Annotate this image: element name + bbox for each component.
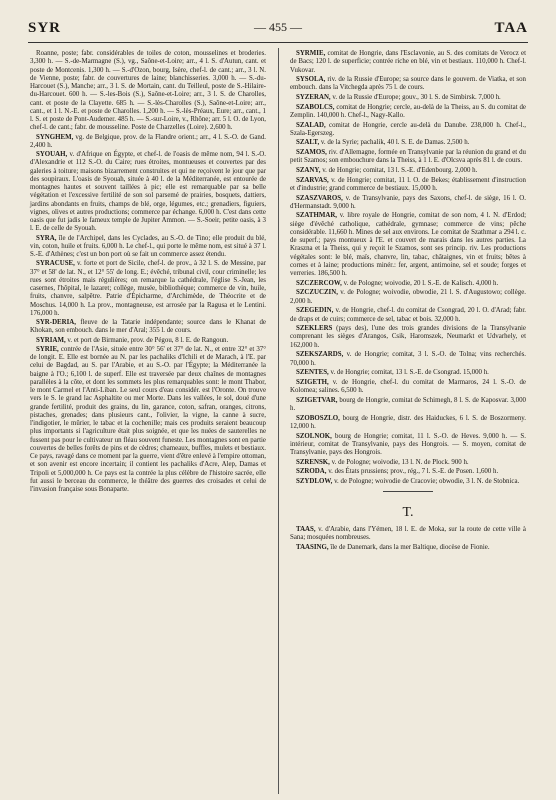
dictionary-entry bbox=[290, 544, 526, 552]
entry-headword: SZALT, bbox=[296, 139, 320, 147]
dictionary-entry bbox=[290, 149, 526, 166]
entry-headword: SZIGETH, bbox=[296, 378, 329, 386]
entry-text: v. et port de Birmanie, prov. de Pégou, 8 l. E. de Rangoun. bbox=[67, 336, 229, 344]
entry-text: v. de Pologne; woivodie, obwodie, 21 l. S. d'Augustowo; collège. 2,000 h. bbox=[290, 289, 526, 305]
entry-headword: SZCZUCZIN, bbox=[296, 289, 338, 297]
entry-text: v. des États prussiens; prov., rég., 7 l. S.-E. de Posen. 1,600 h. bbox=[328, 468, 499, 476]
dictionary-entry bbox=[290, 50, 526, 75]
dictionary-entry bbox=[290, 468, 526, 476]
entry-headword: SZALAD, bbox=[296, 121, 326, 129]
dictionary-entry bbox=[290, 94, 526, 102]
entry-text: v. de Transylvanie, pays des Saxons, chef-l. de siège, 16 l. O. d'Hermanstadt. 9,000 h. bbox=[290, 194, 526, 210]
dictionary-entry bbox=[290, 280, 526, 288]
dictionary-entry bbox=[290, 351, 526, 368]
dictionary-entry bbox=[290, 177, 526, 194]
entry-text: v. forte et port de Sicile, chef-l. de prov., à 32 l. S. de Messine, par 37° et 58' de lat. N., et 12° 55' de long. E.; évêché, tribunal civil, cour criminelle; les rues sont étroites mais régulières; on remarque la cathédrale, l'église S.-Jean, les casernes, l'hôpital, le lazaret; collège, musée, bibliothèque; commerce de vin, huile, fruits, chanvre, salpêtre. Patrie d'Épicharme, d'Archimède, de Théocrite et de Moschus. 14,000 h. La prov., montagneuse, est arrosée par la Ragusa et le Lentini. 176,000 h. bbox=[30, 260, 266, 317]
entry-text: île de Danemark, dans la mer Baltique, diocèse de Fionie. bbox=[330, 544, 490, 552]
dictionary-entry bbox=[30, 346, 266, 495]
dictionary-entry bbox=[290, 289, 526, 306]
dictionary-entry bbox=[30, 134, 266, 151]
entry-headword: SZAMOS, bbox=[296, 149, 327, 157]
entry-headword: SZABOLCS, bbox=[296, 103, 335, 111]
entry-text: riv. de la Russie d'Europe; sa source dans le gouvern. de Viatka, et son embouch. dans la Vitchegda après 75 l. de cours. bbox=[290, 76, 526, 92]
dictionary-entry bbox=[290, 415, 526, 432]
section-rule bbox=[383, 491, 433, 492]
entry-text: v. d'Afrique en Égypte, et chef-l. de l'oasis de même nom, 94 l. S.-O. d'Alexandrie et 112 S.-O. du Caire; rues étroites, montueuses et couvertes par des galeries à toiture; maisons bizarrement construites et qui ne reçoivent le jour que par des soupiraux. L'oasis de Syouah, située à 40 l. de la Méditerranée, est entourée de montagnes hautes et souvent taillées à pic; elle est remarquable par sa belle végétation et l'excessive fertilité de son sol parsemé de prairies, bosquets, dattiers, jardins abondants en fruits, champs de blé, orge, légumes, etc.; grenadiers, figuiers, vignes, olives et autres productions; commerce par échange. 6,000 h. C'est dans cette oasis que fut jadis le fameux temple de Jupiter Ammon. — S.-Soeir, petite oasis, à 3 l. E. de celle de Syouah. bbox=[30, 151, 266, 233]
dictionary-entry bbox=[290, 459, 526, 467]
entry-headword: TAAS, bbox=[296, 526, 316, 534]
entry-headword: SZEGEDIN, bbox=[296, 307, 334, 315]
entry-headword: SZANY, bbox=[296, 166, 321, 174]
dictionary-entry bbox=[30, 337, 266, 345]
entry-text: comitat de Hongrie, cercle au-delà du Danube. 238,000 h. Chef-l., Szala-Egerszeg. bbox=[290, 121, 526, 137]
header-left-guideword: SYR bbox=[28, 20, 62, 36]
entry-text: contrée de l'Asie, située entre 30° 56' et 37° de lat. N., et entre 32° et 37° de longit. E. Elle est bornée au N. par les pachaliks d'Ichili et de Marach, à l'E. par celui de Bagdad, au S. par l'Arabie, et au S.-O. par l'Égypte; la Méditerranée la baigne à l'O.; 6,100 l. de superf. Elle est traversée par deux chaînes de montagnes parallèles à la côte, et dont les sommets les plus remarquables sont: le mont Thabor, le mont Carmel et l'Anti-Liban. Le seul cours d'eau considér. est l'Oronte. On trouve vers le S. le grand lac Asphaltite ou mer Morte. Dans les vallées, le sol, doué d'une grande fertilité, produit des grains, du lin, garance, coton, safran, oranges, citrons, pistaches, grenades; dans plusieurs cant., l'olivier, la vigne, la canne à sucre, l'indigotier, le mûrier, le tabac et la cochenille; mais ces produits seraient beaucoup plus importants si l'agriculture était plus soignée, et que les nuées de sauterelles ne fussent pas pour le cultivateur un fléau souvent funeste. Les montagnes sont en partie couvertes de belles forêts de pins et de cèdres; chameaux, buffles, mulets et bestiaux. Ce pays, ravagé dans ce moment par la guerre, vient d'être enlevé à l'empire ottoman, et son avenir est encore incertain; il contient les pachaliks d'Acre, Alep, Damas et Tripoli et 5,000,000 h. Ce pays est la contrée la plus célèbre de l'histoire sacrée, elle fut aussi le berceau du commerce, le théâtre des guerres des croisades et celui de l'invasion française sous Bonaparte. bbox=[30, 345, 266, 493]
entry-text: v. de Hongrie; comitat, 11 l. O. de Bekes; établissement d'instruction et d'industrie; grand commerce de bestiaux. 15,000 h. bbox=[290, 176, 526, 192]
running-header bbox=[28, 20, 528, 42]
entry-headword: SZRODA, bbox=[296, 468, 327, 476]
entry-headword: SYNGHEM, bbox=[36, 133, 74, 141]
entry-text: bourg de Hongrie; comitat, 11 l. S.-O. de Heves. 9,000 h. — S. intérieur, comitat de Transylvanie, pays des Hongrois. — S. moyen, comitat de Transylvanie, pays des Hongrois. bbox=[290, 432, 526, 457]
entry-text: v. de la Syrie; pachalik, 40 l. S. E. de Damas. 2,500 h. bbox=[320, 139, 470, 147]
dictionary-entry bbox=[290, 139, 526, 147]
entry-headword: SYRA, bbox=[36, 234, 57, 242]
dictionary-entry bbox=[290, 104, 526, 121]
entry-text: v. de Pologne; woivodie, 20 l. S.-E. de Kalisch. 4,000 h. bbox=[343, 279, 499, 287]
entry-text: comitat de Hongrie; cercle, au-delà de la Theiss, au S. du comitat de Zemplin. 140,000 h. Chef-l., Nagy-Kallo. bbox=[290, 103, 526, 119]
entry-text: Roanne, poste; fabr. considérables de toiles de coton, mousselines et broderies. 3,300 h. — S.-de-Marmagne (S.), vg., Saône-et-Loire; arr., 4 l. S. d'Autun, cant. et poste de Montcenis. 1,300 h. — S.-d'Ozon, bourg, Isère, chef-l. de cant.; arr., 3 l. N. de Vienne, poste; fabr. de couvertures de laine; blanchisseries. 3,000 h. — S.-du-Harcouet (S.), Manche; arr., 3 l. S. de Mortain, cant. du Teilleul, poste de S.-Hilaire-du-Harcouet. 600 h. — S.-les-Bois (S.), Saône-et-Loire; arr., 3 l. S. de Charolles, cant. et poste de la Clayette. 685 h. — S.-lès-Charolles (S.), Saône-et-Loire; arr., cant., et 1 l. N.-E. et poste de Charolles. 1,200 h. — S.-lès-Préaux, Eure; arr., cant., 1 l. S. et poste de Pont-Audemer. 485 h. — S.-sur-Loire, v., Rhône; arr. 5 l. O. de Lyon, chef-l. de cant.; fabr. de mousseline. Poste de Charzelles (Loire). 2,600 h. bbox=[30, 50, 266, 132]
entry-text: (pays des), l'une des trois grandes divisions de la Transylvanie comprenant les sièges d'Arangos, Csik, Haromszek, Neumarkt et Udvarhely, et 162,000 h. bbox=[290, 325, 526, 349]
entry-headword: SYRIE, bbox=[36, 345, 59, 353]
entry-headword: SZIGETVAR, bbox=[296, 396, 338, 404]
dictionary-entry bbox=[290, 195, 526, 212]
entry-headword: SYR-DERIA, bbox=[36, 319, 77, 326]
entry-headword: SZOLNOK, bbox=[296, 432, 332, 440]
entry-headword: SYOUAH, bbox=[36, 151, 68, 158]
entry-text: v. de Pologne; woivodie de Cracovie; obwodie, 3 l. N. de Stobnica. bbox=[334, 477, 520, 485]
entry-text: bourg de Hongrie, comitat de Schimegh, 8 l. S. de Kaposvar. 3,000 h. bbox=[290, 396, 526, 413]
entry-headword: SZARVAS, bbox=[296, 176, 329, 184]
entry-headword: SZYDLOW, bbox=[296, 477, 333, 485]
entry-text: riv. d'Allemagne, formée en Transylvanie par la réunion du grand et du petit Szamos; son embouchure dans la Theiss, à 1 l. E. d'Olcsva après 81 l. de cours. bbox=[290, 149, 526, 165]
dictionary-entry bbox=[30, 235, 266, 260]
entry-text: bourg de Hongrie, distr. des Haiduckes, 6 l. S. de Boszormeny. 12,000 h. bbox=[290, 414, 526, 430]
dictionary-entry bbox=[290, 122, 526, 139]
entry-headword: TAASING, bbox=[296, 544, 329, 552]
entry-text: v. de Hongrie; comitat, 13 l. S.-E. d'Edenbourg. 2,000 h. bbox=[322, 166, 478, 174]
entry-headword: SYRACUSE, bbox=[36, 260, 75, 268]
entry-text: v. de Hongrie; comitat, 13 l. S.-E. de Csongrad. 15,000 h. bbox=[330, 369, 489, 377]
entry-text: île de l'Archipel, dans les Cyclades, au S.-O. de Tino; elle produit du blé, vin, coton, huile et fruits. 6,000 h. Le chef-l., qui porte le même nom, est situé à 37 l. S.-E. d'Athènes; c'est un bon port où se fait un commerce assez étendu. bbox=[30, 234, 266, 258]
entry-headword: SZATHMAR, bbox=[296, 212, 338, 220]
page-number: — 455 — bbox=[254, 20, 302, 34]
entry-text: v. de Hongrie; comitat, 3 l. S.-O. de Tolna; vins recherchés. 70,000 h. bbox=[290, 351, 526, 367]
entry-text: v. d'Arabie, dans l'Yémen, 18 l. E. de Moka, sur la route de cette ville à Sana; mosquées nombreuses. bbox=[290, 526, 526, 542]
dictionary-entry bbox=[290, 433, 526, 458]
column-divider bbox=[278, 48, 279, 794]
right-column bbox=[290, 50, 526, 554]
entry-text: vg. de Belgique, prov. de la Flandre orient.; arr., 4 l. S.-O. de Gand. 2,400 h. bbox=[30, 133, 266, 149]
header-rule bbox=[28, 42, 528, 43]
entry-headword: SZEKLERS bbox=[296, 325, 333, 333]
entry-text: v. de Hongrie, chef-l. du comitat de Marmaros, 24 l. S.-O. de Kolomea; salines. 6,500 h. bbox=[290, 378, 526, 395]
dictionary-entry bbox=[290, 526, 526, 543]
entry-headword: SYZERAN, bbox=[296, 94, 331, 102]
entry-headword: SZASZVAROS, bbox=[296, 194, 343, 202]
dictionary-entry bbox=[290, 478, 526, 486]
dictionary-entry bbox=[290, 325, 526, 350]
entry-headword: SYSOLA, bbox=[296, 76, 326, 84]
t-entry-list bbox=[290, 526, 526, 552]
dictionary-entry bbox=[290, 307, 526, 324]
entry-headword: SYRMIE, bbox=[296, 50, 326, 57]
dictionary-entry bbox=[290, 167, 526, 175]
dictionary-entry bbox=[30, 319, 266, 336]
dictionary-entry bbox=[290, 369, 526, 377]
dictionary-entry bbox=[290, 397, 526, 414]
header-right-guideword: TAA bbox=[494, 20, 528, 36]
entry-text: v. de la Russie d'Europe; gouv., 30 l. S. de Simbirsk. 7,000 h. bbox=[332, 94, 501, 102]
entry-text: v. de Hongrie, chef-l. du comitat de Csongrad, 20 l. O. d'Arad; fabr. de draps et de cuirs; commerce de sel, tabac et bois. 32,000 h. bbox=[290, 307, 526, 323]
entry-headword: SZCZERCOW, bbox=[296, 279, 342, 287]
section-letter-heading: T. bbox=[402, 505, 414, 521]
entry-text: fleuve de la Tatarie indépendante; source dans le Khanat de Khokan, son embouch. dans le mer d'Aral; 355 l. de cours. bbox=[30, 319, 266, 335]
entry-headword: SZOBOSZLO, bbox=[296, 414, 340, 422]
entry-text: comitat de Hongrie, dans l'Esclavonie, au S. des comitats de Verocz et de Bacs; 120 l. de superficie; contrée riche en blé, vin et bestiaux. 110,000 h. Chef-l. Vukovar. bbox=[290, 50, 526, 74]
entry-headword: SZENTES, bbox=[296, 369, 329, 377]
dictionary-entry bbox=[30, 50, 266, 133]
dictionary-entry bbox=[30, 260, 266, 318]
entry-text: v. de Pologne; woivodie, 13 l. N. de Plock. 900 h. bbox=[331, 458, 469, 466]
dictionary-entry bbox=[290, 212, 526, 278]
entry-headword: SYRIAM, bbox=[36, 336, 66, 344]
dictionary-entry bbox=[30, 151, 266, 234]
entry-headword: SZRENSK, bbox=[296, 458, 330, 466]
entry-text: v. libre royale de Hongrie, comitat de son nom, 4 l. N. d'Erdod; siège d'évêché catholique, cathédrale, gymnase; commerce de vins; pêche considérable. 11,660 h. Mines de sel aux environs. Le comitat de Szathmar a 294 l. c. de superf.; pays montueux à l'E. et couvert de marais dans les autres parties. La Kraszna et la Theiss, qui y reçoit le Szamos, sont ses princip. riv. Les productions végétales sont: le blé, maïs, chanvre, lin, tabac, châtaignes, vin et fruits; bêtes à cornes et à laine; productions minér.: fer, argent, antimoine, sel et soude; forges et verreries. 186,500 h. bbox=[290, 212, 526, 278]
left-column bbox=[30, 50, 266, 495]
right-entry-list bbox=[290, 50, 526, 486]
entry-headword: SZEKSZARDS, bbox=[296, 351, 344, 359]
dictionary-entry bbox=[290, 76, 526, 93]
dictionary-entry bbox=[290, 379, 526, 396]
